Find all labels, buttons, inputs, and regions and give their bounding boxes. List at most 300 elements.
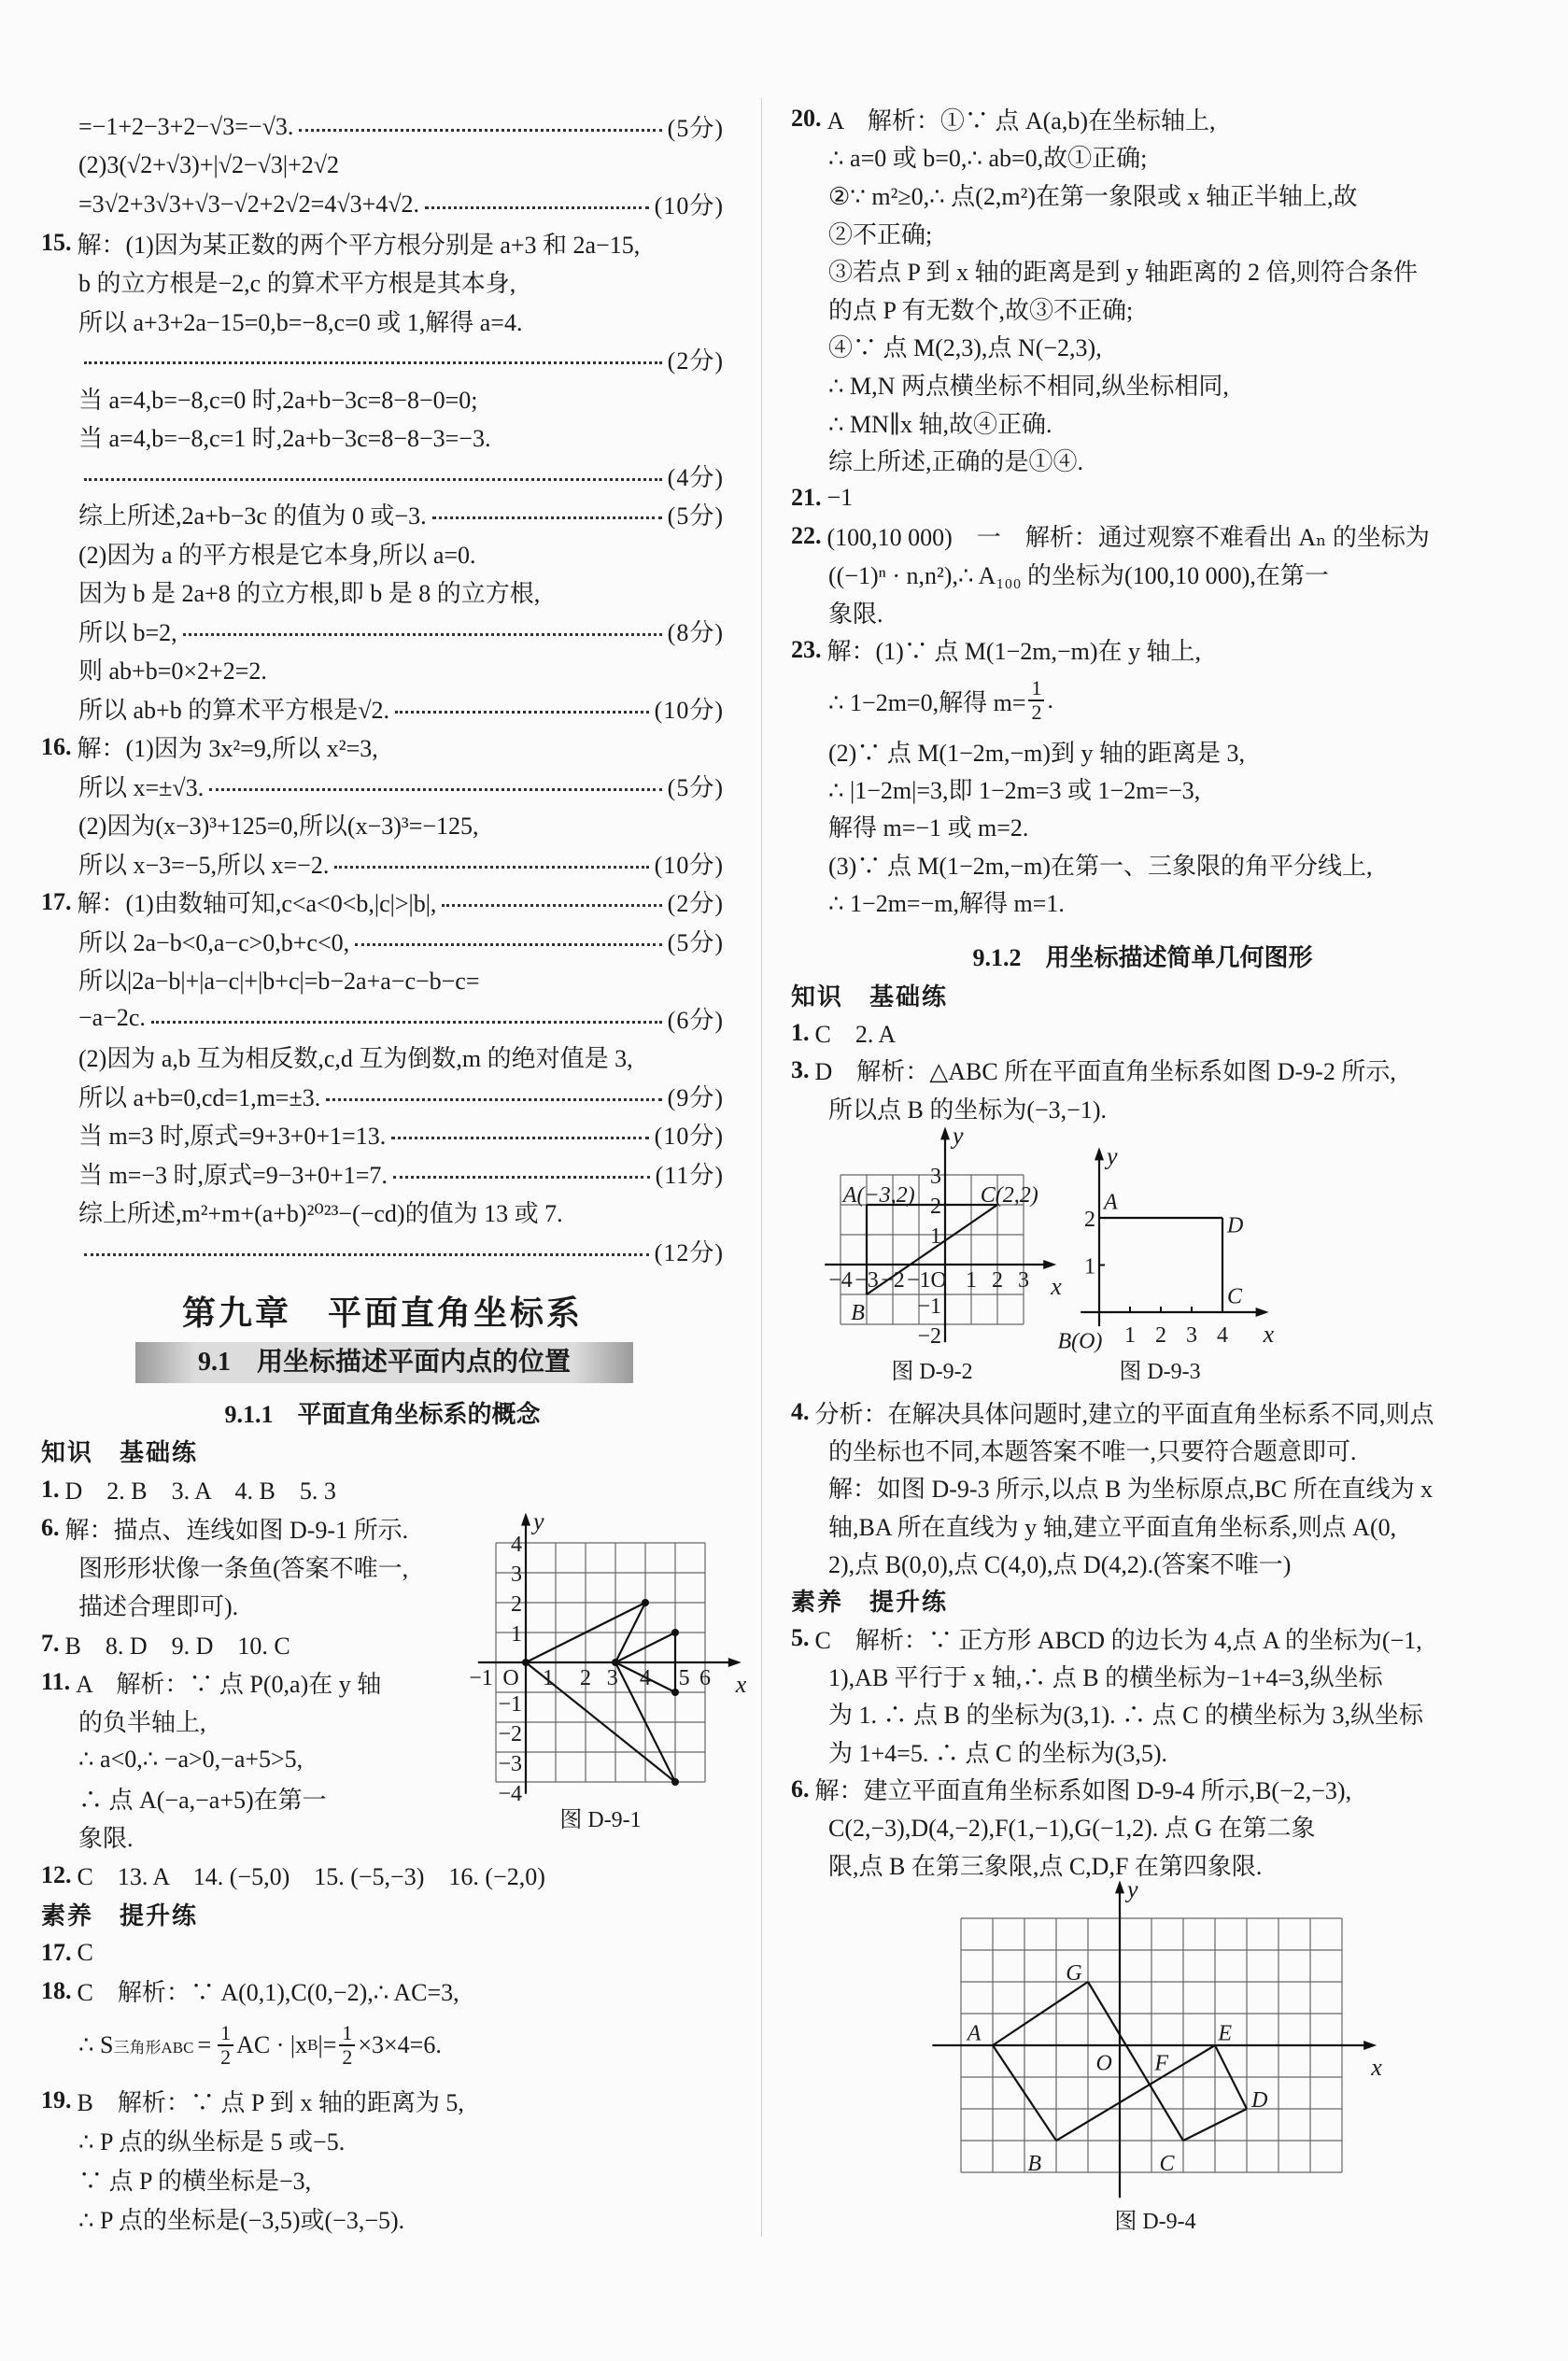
dot-leader xyxy=(395,711,649,714)
section-label xyxy=(791,1582,1494,1619)
dot-leader xyxy=(393,1176,650,1179)
x-tick-label: −1 xyxy=(469,1666,493,1690)
dot-leader xyxy=(84,478,662,481)
fraction xyxy=(218,2022,233,2069)
line-text: (100,10 000) 一 解析：通过观察不难看出 Aₙ 的坐标为 xyxy=(826,524,1430,552)
y-tick-label: 3 xyxy=(930,1165,941,1189)
line-text: 的坐标也不同,本题答案不唯一,只要符合题意即可. xyxy=(828,1438,1357,1466)
line-text: 所以 b=2, xyxy=(78,618,177,646)
text-line xyxy=(41,1232,724,1271)
section-label-text: 知识 基础练 xyxy=(41,1439,199,1467)
text-line xyxy=(41,728,724,767)
right-answers-9-1-2 xyxy=(791,976,1494,1127)
item-number: 15. xyxy=(41,229,72,257)
text: ×3×4=6. xyxy=(358,2031,442,2058)
fraction-line-area xyxy=(78,2019,442,2071)
x-tick-label: 2 xyxy=(580,1666,591,1690)
line-text: ②∵ m²≥0,∴ 点(2,m²)在第一象限或 x 轴正半轴上,故 xyxy=(828,182,1358,210)
item-number: 1. xyxy=(791,1018,810,1046)
text-line xyxy=(791,845,1494,883)
text-line xyxy=(41,107,724,147)
score-points: (10分) xyxy=(654,1123,724,1151)
x-tick-label: 6 xyxy=(699,1666,711,1690)
line-text: 限,点 B 在第三象限,点 C,D,F 在第四象限. xyxy=(828,1852,1263,1880)
figure-point xyxy=(671,1778,679,1786)
column-divider xyxy=(761,98,762,2237)
numerator: 1 xyxy=(339,2022,355,2046)
line-text: C 解析：∵ A(0,1),C(0,−2),∴ AC=3, xyxy=(77,1979,459,2007)
subscript: B xyxy=(307,2036,318,2054)
item-number: 5. xyxy=(791,1624,810,1652)
fraction-line-m xyxy=(828,674,1053,727)
point-label: A xyxy=(967,2021,982,2046)
y-axis-arrow-icon xyxy=(940,1126,950,1139)
line-text: ∴ P 点的坐标是(−3,5)或(−3,−5). xyxy=(78,2206,405,2234)
text-line xyxy=(791,138,1494,177)
text-line xyxy=(791,732,1494,770)
caption-d-9-4: 图 D-9-4 xyxy=(1114,2210,1196,2234)
section-label xyxy=(41,1895,724,1933)
point-label: D xyxy=(1251,2087,1268,2113)
y-tick-label: −2 xyxy=(917,1324,941,1349)
point-label: E xyxy=(1218,2021,1233,2046)
line-text: ∴ P 点的纵坐标是 5 或−5. xyxy=(78,2128,346,2156)
line-text: 的点 P 有无数个,故③不正确; xyxy=(828,296,1134,324)
point-label: C(2,2) xyxy=(980,1182,1038,1208)
score-points: (5分) xyxy=(667,928,724,956)
line-text: 解：(1)∵ 点 M(1−2m,−m)在 y 轴上, xyxy=(826,638,1202,666)
text-line xyxy=(41,999,724,1039)
item-number: 18. xyxy=(41,1976,72,2004)
figure-d-9-2 xyxy=(822,1122,1065,1354)
figure-point xyxy=(642,1599,649,1606)
point-label: A xyxy=(1103,1190,1118,1215)
dot-leader xyxy=(84,1253,649,1256)
line-text: ∴ 点 A(−a,−a+5)在第一 xyxy=(78,1786,327,1814)
line-text: ∴ |1−2m|=3,即 1−2m=3 或 1−2m=−3, xyxy=(828,777,1201,805)
score-points: (8分) xyxy=(667,618,724,646)
line-text: C 解析：∵ 正方形 ABCD 的边长为 4,点 A 的坐标为(−1, xyxy=(814,1626,1422,1654)
section-label-text: 素养 提升练 xyxy=(791,1589,949,1617)
line-text: D 2. B 3. A 4. B 5. 3 xyxy=(64,1477,336,1506)
section-label-text: 知识 基础练 xyxy=(791,983,949,1011)
item-number: 17. xyxy=(41,887,72,915)
y-axis-arrow-icon xyxy=(1115,1880,1124,1893)
text-line xyxy=(791,1013,1494,1051)
text-line xyxy=(41,2159,724,2198)
text-line xyxy=(791,555,1494,593)
item-number: 6. xyxy=(41,1514,60,1542)
text-line xyxy=(791,100,1494,138)
line-text: ∵ 点 P 的横坐标是−3, xyxy=(78,2167,312,2195)
text-line xyxy=(41,379,724,418)
text-line xyxy=(791,1506,1494,1544)
dot-leader xyxy=(334,866,648,869)
line-text: A 解析：①∵ 点 A(a,b)在坐标轴上, xyxy=(826,106,1216,134)
text-line xyxy=(41,2120,724,2159)
y-axis-label: y xyxy=(533,1507,544,1535)
line-text: 解：描点、连线如图 D-9-1 所示. xyxy=(64,1516,409,1544)
text-line xyxy=(41,883,724,922)
item-number: 19. xyxy=(41,2086,72,2114)
y-tick-label: −4 xyxy=(498,1782,522,1806)
line-text: 因为 b 是 2a+8 的立方根,即 b 是 8 的立方根, xyxy=(78,580,541,608)
score-points: (5分) xyxy=(667,115,724,143)
line-text: 当 m=−3 时,原式=9−3+0+1=7. xyxy=(78,1161,388,1189)
y-tick-label: −2 xyxy=(498,1722,522,1746)
line-text: 所以点 B 的坐标为(−3,−1). xyxy=(828,1096,1107,1124)
text-line xyxy=(791,328,1494,366)
score-points: (10分) xyxy=(654,851,724,879)
x-axis-arrow-icon xyxy=(728,1658,742,1667)
x-tick-label: 3 xyxy=(1018,1268,1029,1293)
line-text: 解：(1)因为某正数的两个平方根分别是 a+3 和 2a−15, xyxy=(77,231,641,259)
text-line xyxy=(791,808,1494,845)
dot-leader xyxy=(183,633,662,636)
fraction xyxy=(339,2022,355,2069)
item-number: 17. xyxy=(41,1938,72,1966)
point-label: O xyxy=(1095,2051,1112,2076)
text-line xyxy=(41,457,724,496)
text: = xyxy=(197,2031,212,2058)
text-line xyxy=(41,224,724,263)
text-line xyxy=(791,1393,1494,1431)
item-number: 4. xyxy=(791,1398,810,1426)
text-line xyxy=(41,960,724,999)
line-text: 轴,BA 所在直线为 y 轴,建立平面直角坐标系,则点 A(0, xyxy=(828,1513,1397,1541)
dot-leader xyxy=(326,1098,661,1101)
text-line xyxy=(791,517,1494,556)
point-label: D xyxy=(1226,1213,1244,1238)
score-points: (10分) xyxy=(654,696,724,724)
line-text: 所以 a+3+2a−15=0,b=−8,c=0 或 1,解得 a=4. xyxy=(78,308,523,336)
text-line xyxy=(41,767,724,806)
line-text: 当 a=4,b=−8,c=1 时,2a+b−3c=8−8−3=−3. xyxy=(78,425,491,453)
dot-leader xyxy=(84,361,662,364)
text-line xyxy=(791,1770,1494,1807)
y-tick-label: 2 xyxy=(511,1592,522,1617)
text-line xyxy=(41,844,724,884)
line-text: 所以 2a−b<0,a−c>0,b+c<0, xyxy=(78,928,350,956)
line-text: 的负半轴上, xyxy=(78,1709,206,1737)
y-tick-label: −1 xyxy=(917,1294,941,1319)
y-tick-label: 4 xyxy=(511,1533,522,1557)
line-text: 综上所述,2a+b−3c 的值为 0 或−3. xyxy=(78,502,427,530)
text-line xyxy=(41,340,724,379)
item-number: 23. xyxy=(791,635,822,663)
figure-point xyxy=(522,1659,530,1666)
x-tick-label: 4 xyxy=(640,1666,651,1690)
text-line xyxy=(791,1052,1494,1089)
line-text: B 8. D 9. D 10. C xyxy=(64,1632,290,1660)
y-tick-label: −1 xyxy=(498,1692,522,1717)
line-text: 1),AB 平行于 x 轴,∴ 点 B 的横坐标为−1+4=3,纵坐标 xyxy=(828,1664,1383,1692)
x-tick-label: 1 xyxy=(966,1268,977,1293)
line-text: (2)因为 a 的平方根是它本身,所以 a=0. xyxy=(78,541,476,569)
caption-d-9-2: 图 D-9-2 xyxy=(891,1360,973,1384)
line-text: 为 1. ∴ 点 B 的坐标为(3,1). ∴ 点 C 的横坐标为 3,纵坐标 xyxy=(828,1702,1424,1730)
x-tick-label: 3 xyxy=(1186,1323,1197,1348)
x-tick-label: 2 xyxy=(992,1268,1003,1293)
line-text: b 的立方根是−2,c 的算术平方根是其本身, xyxy=(78,270,516,298)
text-line xyxy=(791,251,1494,290)
line-text: 综上所述,正确的是①④. xyxy=(828,448,1084,476)
line-text: −1 xyxy=(826,484,854,512)
y-tick-label: 1 xyxy=(1084,1254,1095,1279)
text-line xyxy=(41,2081,724,2120)
text-line xyxy=(791,884,1494,921)
line-text: ∴ 1−2m=−m,解得 m=1. xyxy=(828,890,1065,918)
x-tick-label: −4 xyxy=(828,1268,853,1293)
subsection-title-9-1-1: 9.1.1 平面直角坐标系的概念 xyxy=(224,1401,541,1428)
line-text: 解：(1)由数轴可知,c<a<0<b,|c|>|b|, xyxy=(77,890,437,918)
x-tick-label: −3 xyxy=(855,1268,879,1293)
score-points: (6分) xyxy=(667,1006,724,1034)
item-number: 1. xyxy=(41,1475,60,1503)
text-line xyxy=(41,302,724,341)
line-text: 为 1+4=5. ∴ 点 C 的坐标为(3,5). xyxy=(828,1739,1167,1767)
y-axis-label: y xyxy=(953,1122,964,1150)
item-number: 11. xyxy=(41,1668,71,1696)
line-text: C 13. A 14. (−5,0) 15. (−5,−3) 16. (−2,0) xyxy=(77,1863,545,1891)
x-axis-label: x xyxy=(1263,1321,1275,1348)
text-line xyxy=(791,630,1494,669)
item-number: 22. xyxy=(791,521,822,549)
text-line xyxy=(791,1544,1494,1581)
text-line xyxy=(41,922,724,961)
dot-leader xyxy=(425,206,649,209)
point-label: G xyxy=(1066,1960,1082,1986)
dot-leader xyxy=(442,904,661,907)
score-points: (9分) xyxy=(667,1083,724,1111)
text-line xyxy=(791,479,1494,517)
y-tick-label: 3 xyxy=(511,1562,522,1587)
left-answers-14-17 xyxy=(41,107,724,1270)
line-text: C(2,−3),D(4,−2),F(1,−1),G(−1,2). 点 G 在第二象 xyxy=(828,1815,1316,1843)
right-answers-20-23 xyxy=(791,100,1494,669)
x-tick-label: −1O xyxy=(906,1268,947,1293)
figure-d-9-1 xyxy=(469,1504,761,1806)
line-text: (2)因为(x−3)³+125=0,所以(x−3)³=−125, xyxy=(78,813,479,841)
figure-point xyxy=(612,1659,619,1666)
item-number: 7. xyxy=(41,1630,60,1658)
text-line xyxy=(791,403,1494,442)
line-text: A 解析：∵ 点 P(0,a)在 y 轴 xyxy=(76,1670,382,1698)
text-line xyxy=(41,185,724,224)
text-line xyxy=(41,1856,724,1894)
line-text: =−1+2−3+2−√3=−√3. xyxy=(78,112,294,140)
point-label: A(−3,2) xyxy=(842,1182,915,1208)
line-text: ∴ M,N 两点横坐标不相同,纵坐标相同, xyxy=(828,372,1229,400)
y-axis-arrow-icon xyxy=(521,1513,530,1526)
line-text: 解：如图 D-9-3 所示,以点 B 为坐标原点,BC 所在直线为 x xyxy=(828,1476,1434,1504)
section-label xyxy=(41,1432,724,1470)
x-axis-arrow-icon xyxy=(1363,2041,1377,2050)
text-line xyxy=(41,262,724,302)
dot-leader xyxy=(391,1137,648,1139)
line-text: (2)∵ 点 M(1−2m,−m)到 y 轴的距离是 3, xyxy=(828,739,1246,767)
line-text: (3)∵ 点 M(1−2m,−m)在第一、三象限的角平分线上, xyxy=(828,852,1373,880)
right-answer-23-cont xyxy=(791,732,1494,921)
line-text: 所以 a+b=0,cd=1,m=±3. xyxy=(78,1083,321,1111)
point-label: B xyxy=(1027,2151,1042,2176)
figure-d-9-4 xyxy=(925,1875,1382,2204)
text-line xyxy=(41,147,724,186)
text: ∴ S xyxy=(78,2031,114,2058)
score-points: (2分) xyxy=(667,347,724,375)
line-text: ((−1)ⁿ · n,n²),∴ A₁₀₀ 的坐标为(100,10 000),在第一 xyxy=(828,561,1329,589)
text-line xyxy=(791,365,1494,403)
line-text: 解：建立平面直角坐标系如图 D-9-4 所示,B(−2,−3), xyxy=(814,1777,1352,1805)
item-number: 12. xyxy=(41,1860,72,1888)
item-number: 20. xyxy=(791,105,822,133)
text-line xyxy=(791,1089,1494,1126)
x-tick-label: 1 xyxy=(1124,1323,1136,1348)
point-label: F xyxy=(1154,2051,1169,2076)
chapter-title: 第九章 平面直角坐标系 xyxy=(181,1294,583,1332)
line-text: 象限. xyxy=(78,1825,134,1853)
line-text: C 2. A xyxy=(814,1021,897,1049)
text-line xyxy=(791,1808,1494,1845)
x-tick-label: 4 xyxy=(1217,1323,1228,1348)
dot-leader xyxy=(151,1021,662,1024)
y-tick-label: 1 xyxy=(511,1622,522,1647)
text-line xyxy=(791,1695,1494,1732)
denominator: 2 xyxy=(220,2045,232,2069)
x-tick-label: 2 xyxy=(1155,1323,1166,1348)
score-points: (2分) xyxy=(667,890,724,918)
text-line xyxy=(41,495,724,534)
line-text: (2)3(√2+√3)+|√2−√3|+2√2 xyxy=(78,151,340,179)
section-banner: 9.1 用坐标描述平面内点的位置 xyxy=(135,1342,633,1383)
line-text: (2)因为 a,b 互为相反数,c,d 互为倒数,m 的绝对值是 3, xyxy=(78,1045,633,1073)
dot-leader xyxy=(355,943,662,946)
item-number: 16. xyxy=(41,732,72,760)
line-text: ∴ a=0 或 b=0,∴ ab=0,故①正确; xyxy=(828,145,1148,173)
line-text: 所以 x=±√3. xyxy=(78,773,205,801)
dot-leader xyxy=(432,516,662,519)
y-axis-label: y xyxy=(1127,1875,1138,1903)
x-axis-label: x xyxy=(1371,2054,1382,2081)
text-line xyxy=(791,1469,1494,1506)
x-axis-label: x xyxy=(735,1671,747,1698)
score-points: (5分) xyxy=(667,502,724,530)
text-line xyxy=(41,1933,724,1972)
figure-point xyxy=(671,1629,679,1636)
x-tick-label: 5 xyxy=(678,1666,690,1690)
line-text: 解：(1)因为 3x²=9,所以 x²=3, xyxy=(77,735,378,763)
line-text: D 解析：△ABC 所在平面直角坐标系如图 D-9-2 所示, xyxy=(814,1058,1396,1086)
item-number: 6. xyxy=(791,1774,810,1803)
text-line xyxy=(41,689,724,728)
subsection-title-9-1-2: 9.1.2 用坐标描述简单几何图形 xyxy=(972,944,1313,971)
line-text: 当 m=3 时,原式=9+3+0+1=13. xyxy=(78,1123,387,1151)
x-axis-arrow-icon xyxy=(1256,1308,1269,1317)
section-label xyxy=(791,976,1494,1013)
text-line xyxy=(41,1115,724,1154)
score-points: (12分) xyxy=(654,1238,724,1266)
denominator: 2 xyxy=(342,2045,353,2069)
point-label: B(O) xyxy=(1057,1329,1103,1354)
text-line xyxy=(41,1077,724,1116)
y-tick-label: 1 xyxy=(930,1224,941,1249)
text-line xyxy=(41,805,724,844)
text-line xyxy=(41,1154,724,1194)
numerator: 1 xyxy=(218,2022,233,2046)
text-line xyxy=(791,214,1494,252)
point-label: C xyxy=(1226,1284,1242,1309)
text-line xyxy=(41,612,724,651)
dot-leader xyxy=(299,129,661,132)
line-text: 描述合理即可). xyxy=(78,1593,239,1621)
left-answer-19 xyxy=(41,2081,724,2238)
text-line xyxy=(791,1657,1494,1694)
y-tick-label: 2 xyxy=(930,1195,941,1219)
text-line xyxy=(41,1972,724,2010)
numerator: 1 xyxy=(1028,677,1044,701)
line-text: C xyxy=(77,1938,93,1966)
text-line xyxy=(791,770,1494,807)
score-points: (11分) xyxy=(655,1161,724,1189)
y-tick-label: −3 xyxy=(498,1752,522,1776)
text-line xyxy=(41,573,724,612)
x-tick-label: O xyxy=(502,1666,519,1690)
text-line xyxy=(791,441,1494,479)
text: AC · |x xyxy=(236,2031,308,2058)
line-text: =3√2+3√3+√3−√2+2√2=4√3+4√2. xyxy=(78,190,420,218)
text-line xyxy=(791,1732,1494,1770)
text: . xyxy=(1047,686,1053,714)
y-tick-label: 2 xyxy=(1084,1208,1095,1232)
x-tick-label: 1 xyxy=(543,1666,554,1690)
score-points: (5分) xyxy=(667,773,724,801)
line-text: 综上所述,m²+m+(a+b)²⁰²³−(−cd)的值为 13 或 7. xyxy=(78,1200,563,1228)
text-line xyxy=(791,1431,1494,1468)
line-text: 则 ab+b=0×2+2=2. xyxy=(78,657,267,686)
line-text: 象限. xyxy=(828,600,883,628)
point-label: C xyxy=(1159,2151,1175,2176)
text-line xyxy=(791,1619,1494,1657)
text-line xyxy=(41,1038,724,1077)
line-text: ∴ MN∥x 轴,故④正确. xyxy=(828,410,1052,438)
y-axis-label: y xyxy=(1107,1142,1118,1170)
x-axis-label: x xyxy=(1051,1273,1062,1300)
text-line xyxy=(41,417,724,457)
text-line xyxy=(791,290,1494,328)
fraction xyxy=(1028,677,1044,724)
text-line xyxy=(41,534,724,573)
figure-d-9-3 xyxy=(1055,1142,1275,1359)
line-text: ∴ a<0,∴ −a>0,−a+5>5, xyxy=(78,1746,304,1774)
line-text: ④∵ 点 M(2,3),点 N(−2,3), xyxy=(828,334,1102,362)
line-text: 所以|2a−b|+|a−c|+|b+c|=b−2a+a−c−b−c= xyxy=(78,968,480,996)
right-answers-4-6 xyxy=(791,1393,1494,1883)
line-text: 2),点 B(0,0),点 C(4,0),点 D(4,2).(答案不唯一) xyxy=(828,1551,1292,1579)
text: ∴ 1−2m=0,解得 m= xyxy=(828,688,1026,716)
text-line xyxy=(791,176,1494,214)
line-text: 所以 x−3=−5,所以 x=−2. xyxy=(78,851,330,879)
score-points: (4分) xyxy=(667,463,724,491)
y-axis-arrow-icon xyxy=(1095,1147,1104,1160)
text-line xyxy=(41,650,724,689)
line-text: 当 a=4,b=−8,c=0 时,2a+b−3c=8−8−0=0; xyxy=(78,386,478,414)
text-line xyxy=(41,2198,724,2238)
line-text: B 解析：∵ 点 P 到 x 轴的距离为 5, xyxy=(77,2088,464,2116)
denominator: 2 xyxy=(1031,700,1042,724)
line-text: ③若点 P 到 x 轴的距离是到 y 轴距离的 2 倍,则符合条件 xyxy=(828,259,1418,287)
text-line xyxy=(41,1193,724,1232)
text-line xyxy=(791,593,1494,631)
